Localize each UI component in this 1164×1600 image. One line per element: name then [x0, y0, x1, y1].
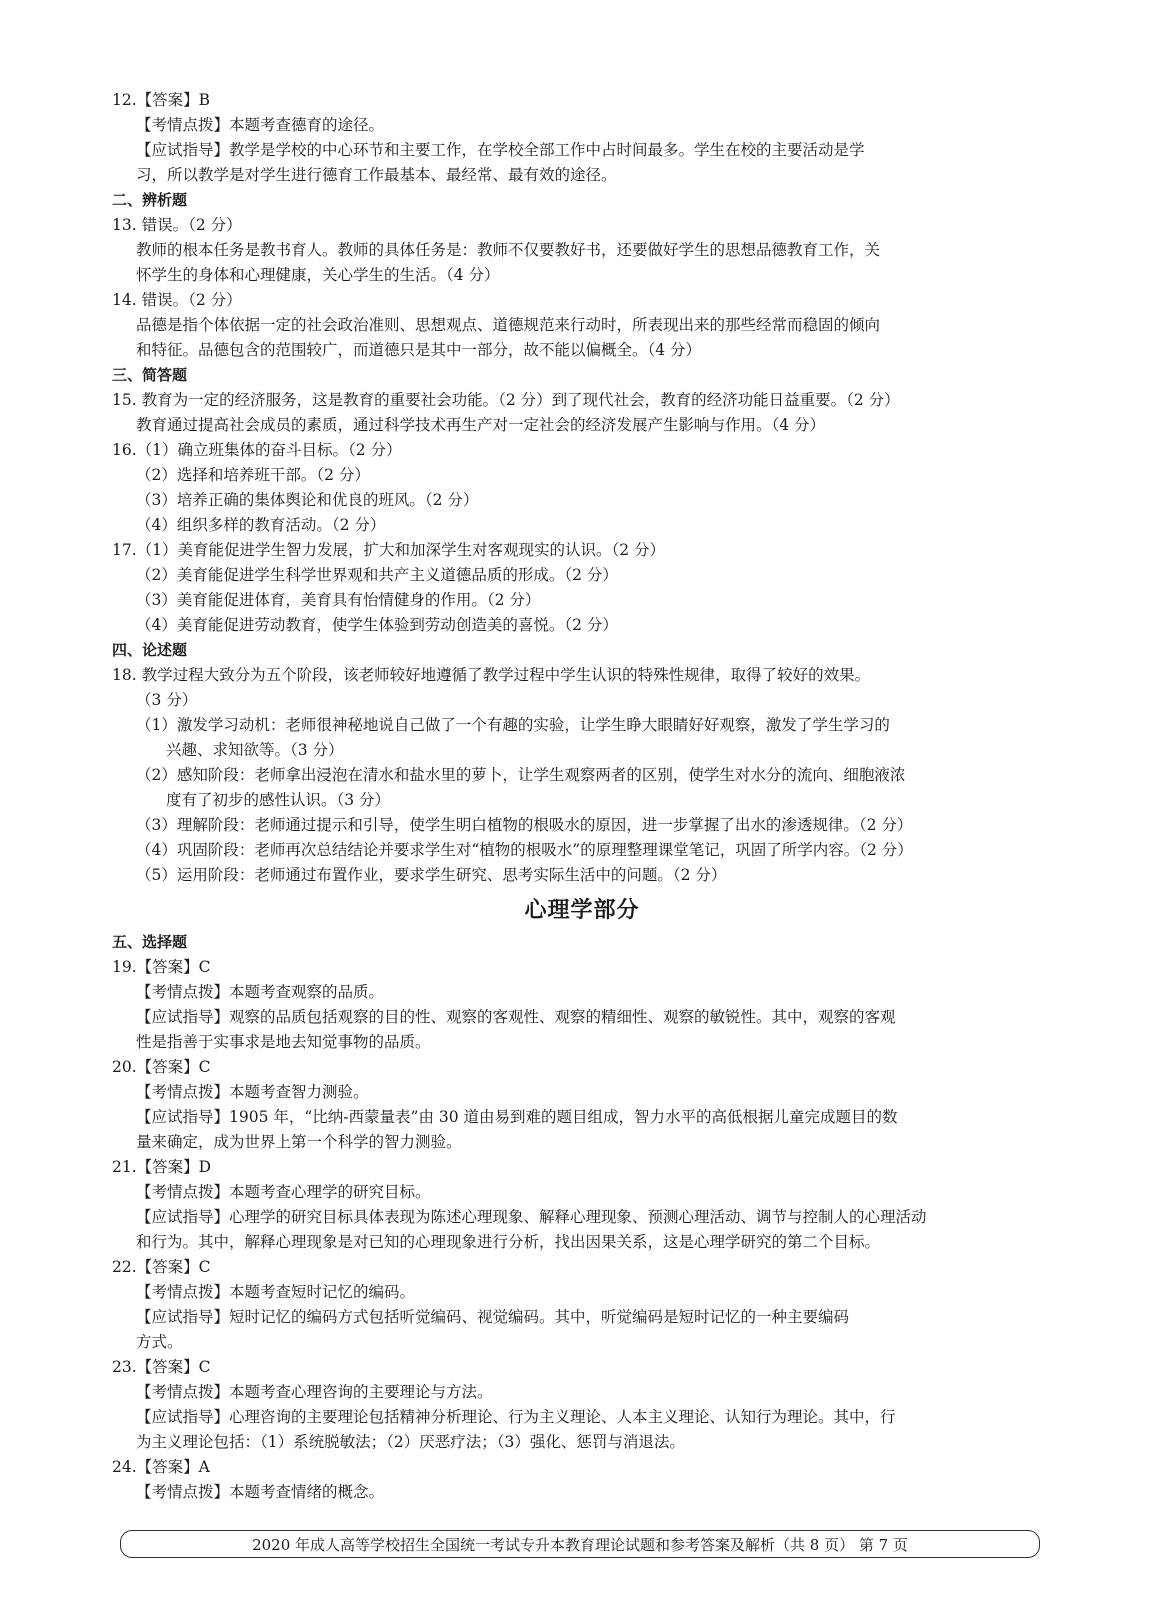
- text-line: 为主义理论包括：（1）系统脱敏法；（2）厌恶疗法；（3）强化、惩罚与消退法。: [136, 1433, 685, 1451]
- text-line: 14. 错误。（2 分）: [112, 291, 242, 309]
- text-line: 方式。: [136, 1333, 183, 1351]
- text-line: 23.【答案】C: [112, 1358, 211, 1376]
- text-line: （1）激发学习动机：老师很神秘地说自己做了一个有趣的实验，让学生睁大眼睛好好观察，激发了学生学习的: [136, 716, 890, 734]
- text-line: （2）感知阶段：老师拿出浸泡在清水和盐水里的萝卜，让学生观察两者的区别，使学生对水分的流向、细胞液浓: [136, 766, 906, 784]
- text-line: 【应试指导】1905 年，“比纳-西蒙量表”由 30 道由易到难的题目组成，智力水平的高低根据儿童完成题目的数: [136, 1108, 898, 1126]
- text-line: 【考情点拨】本题考查观察的品质。: [136, 983, 385, 1001]
- text-line: 和行为。其中，解释心理现象是对已知的心理现象进行分析，找出因果关系，这是心理学研究的第二个目标。: [136, 1233, 881, 1251]
- section-heading: 五、选择题: [112, 933, 188, 951]
- text-line: 16.（1）确立班集体的奋斗目标。（2 分）: [112, 441, 402, 459]
- text-line: 性是指善于实事求是地去知觉事物的品质。: [136, 1033, 431, 1051]
- text-line: 24.【答案】A: [112, 1458, 210, 1476]
- document-body: [112, 88, 1052, 1505]
- text-line: 【考情点拨】本题考查智力测验。: [136, 1083, 369, 1101]
- text-line: （5）运用阶段：老师通过布置作业，要求学生研究、思考实际生活中的问题。（2 分）: [136, 866, 727, 884]
- text-line: 【应试指导】心理学的研究目标具体表现为陈述心理现象、解释心理现象、预测心理活动、调节与控制人的心理活动: [136, 1208, 927, 1226]
- text-line: 教育通过提高社会成员的素质，通过科学技术再生产对一定社会的经济发展产生影响与作用。（4 分）: [136, 416, 826, 434]
- text-line: 【应试指导】观察的品质包括观察的目的性、观察的客观性、观察的精细性、观察的敏锐性。其中，观察的客观: [136, 1008, 896, 1026]
- text-line: 【考情点拨】本题考查短时记忆的编码。: [136, 1283, 416, 1301]
- text-line: 习，所以教学是对学生进行德育工作最基本、最经常、最有效的途径。: [136, 166, 617, 184]
- text-line: 20.【答案】C: [112, 1058, 211, 1076]
- text-line: 18. 教学过程大致分为五个阶段，该老师较好地遵循了教学过程中学生认识的特殊性规律，取得了较好的效果。: [112, 666, 871, 684]
- text-line: 兴趣、求知欲等。（3 分）: [166, 741, 344, 759]
- section-heading: 四、论述题: [112, 641, 188, 659]
- text-line: 【考情点拨】本题考查情绪的概念。: [136, 1483, 385, 1501]
- text-line: （3）美育能促进体育，美育具有怡情健身的作用。（2 分）: [136, 591, 541, 609]
- text-line: 和特征。品德包含的范围较广，而道德只是其中一部分，故不能以偏概全。（4 分）: [136, 341, 702, 359]
- text-line: 教师的根本任务是教书育人。教师的具体任务是：教师不仅要教好书，还要做好学生的思想品德教育工作，关: [136, 241, 881, 259]
- text-line: 12.【答案】B: [112, 91, 211, 109]
- text-line: 13. 错误。（2 分）: [112, 216, 242, 234]
- text-line: （4）美育能促进劳动教育，使学生体验到劳动创造美的喜悦。（2 分）: [136, 616, 618, 634]
- footer-text: 2020 年成人高等学校招生全国统一考试专升本教育理论试题和参考答案及解析（共 8 页） 第 7 页: [252, 1536, 908, 1554]
- text-line: （4）组织多样的教育活动。（2 分）: [136, 516, 386, 534]
- text-line: 21.【答案】D: [112, 1158, 212, 1176]
- text-line: 【应试指导】教学是学校的中心环节和主要工作，在学校全部工作中占时间最多。学生在校的主要活动是学: [136, 141, 865, 159]
- text-line: 15. 教育为一定的经济服务，这是教育的重要社会功能。（2 分）到了现代社会，教育的经济功能日益重要。（2 分）: [112, 391, 900, 409]
- section-heading: 二、辨析题: [112, 191, 188, 209]
- text-line: 【应试指导】心理咨询的主要理论包括精神分析理论、行为主义理论、人本主义理论、认知行为理论。其中，行: [136, 1408, 896, 1426]
- text-line: （2）选择和培养班干部。（2 分）: [136, 466, 370, 484]
- text-line: 品德是指个体依据一定的社会政治准则、思想观点、道德规范来行动时，所表现出来的那些经常而稳固的倾向: [136, 316, 881, 334]
- text-line: 【考情点拨】本题考查心理咨询的主要理论与方法。: [136, 1383, 493, 1401]
- text-line: 度有了初步的感性认识。（3 分）: [166, 791, 391, 809]
- text-line: 【应试指导】短时记忆的编码方式包括听觉编码、视觉编码。其中，听觉编码是短时记忆的一种主要编码: [136, 1308, 850, 1326]
- text-line: （3）培养正确的集体舆论和优良的班风。（2 分）: [136, 491, 479, 509]
- text-line: （2）美育能促进学生科学世界观和共产主义道德品质的形成。（2 分）: [136, 566, 618, 584]
- section-heading: 三、简答题: [112, 366, 188, 384]
- text-line: 22.【答案】C: [112, 1258, 211, 1276]
- text-line: （3 分）: [136, 691, 198, 709]
- text-line: （3）理解阶段：老师通过提示和引导，使学生明白植物的根吸水的原因，进一步掌握了出水的渗透规律。（2 分）: [136, 816, 913, 834]
- text-line: 【考情点拨】本题考查心理学的研究目标。: [136, 1183, 431, 1201]
- text-line: 19.【答案】C: [112, 958, 211, 976]
- part-title: 心理学部分: [524, 898, 640, 923]
- text-line: 17.（1）美育能促进学生智力发展，扩大和加深学生对客观现实的认识。（2 分）: [112, 541, 666, 559]
- page-footer: [120, 1530, 1040, 1558]
- text-line: 怀学生的身体和心理健康，关心学生的生活。（4 分）: [136, 266, 500, 284]
- text-line: 【考情点拨】本题考查德育的途径。: [136, 116, 385, 134]
- text-line: （4）巩固阶段：老师再次总结结论并要求学生对“植物的根吸水”的原理整理课堂笔记，巩固了所学内容。（2 分）: [136, 841, 913, 859]
- text-line: 量来确定，成为世界上第一个科学的智力测验。: [136, 1133, 462, 1151]
